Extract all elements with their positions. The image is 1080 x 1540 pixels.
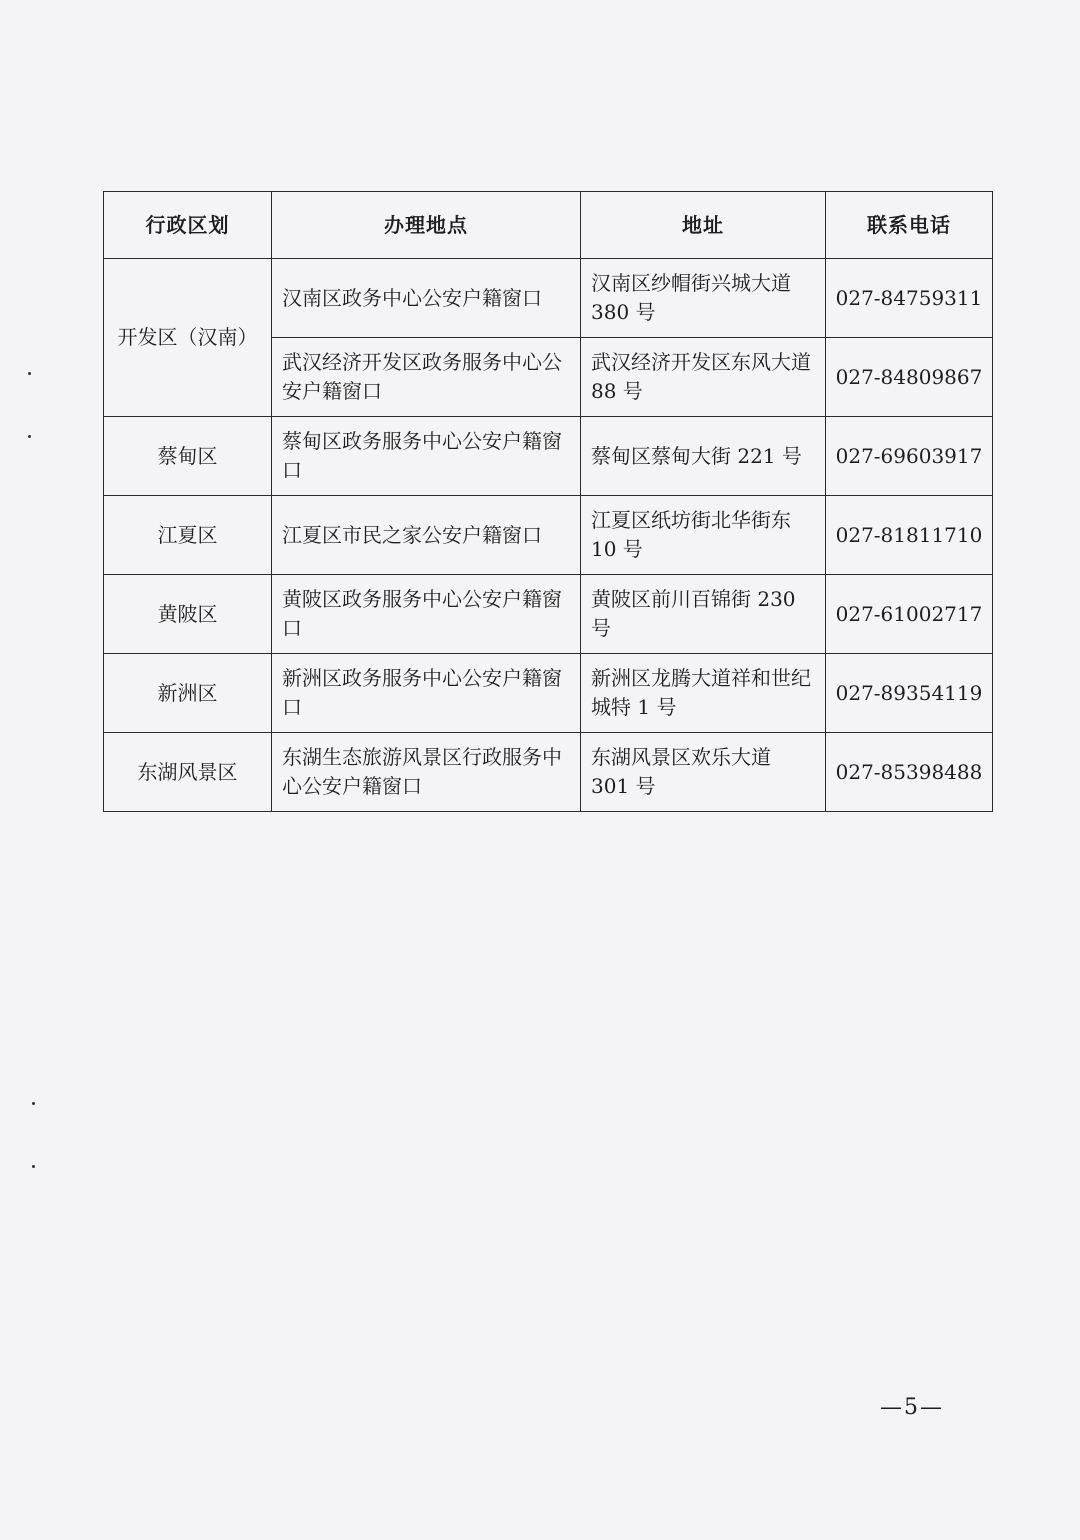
district-cell: 江夏区 — [104, 496, 272, 575]
location-cell: 新洲区政务服务中心公安户籍窗口 — [272, 654, 581, 733]
location-cell: 汉南区政务中心公安户籍窗口 — [272, 259, 581, 338]
address-cell: 汉南区纱帽街兴城大道 380 号 — [581, 259, 826, 338]
header-location: 办理地点 — [272, 192, 581, 259]
scan-speck — [32, 1102, 35, 1105]
address-cell: 新洲区龙腾大道祥和世纪城特 1 号 — [581, 654, 826, 733]
address-cell: 江夏区纸坊街北华街东 10 号 — [581, 496, 826, 575]
table-row — [104, 496, 993, 575]
table-body — [104, 259, 993, 812]
district-cell: 东湖风景区 — [104, 733, 272, 812]
address-cell: 东湖风景区欢乐大道 301 号 — [581, 733, 826, 812]
header-address: 地址 — [581, 192, 826, 259]
phone-cell: 027-84759311 — [826, 259, 993, 338]
table-header-row — [104, 192, 993, 259]
scan-speck — [28, 372, 31, 375]
scan-speck — [28, 435, 31, 438]
phone-cell: 027-84809867 — [826, 338, 993, 417]
header-district: 行政区划 — [104, 192, 272, 259]
district-cell: 黄陂区 — [104, 575, 272, 654]
location-cell: 武汉经济开发区政务服务中心公安户籍窗口 — [272, 338, 581, 417]
header-phone: 联系电话 — [826, 192, 993, 259]
table-row — [104, 575, 993, 654]
table-row — [104, 654, 993, 733]
district-cell: 新洲区 — [104, 654, 272, 733]
location-cell: 黄陂区政务服务中心公安户籍窗口 — [272, 575, 581, 654]
address-cell: 蔡甸区蔡甸大街 221 号 — [581, 417, 826, 496]
location-cell: 江夏区市民之家公安户籍窗口 — [272, 496, 581, 575]
table-row — [104, 259, 993, 338]
scan-speck — [32, 1165, 35, 1168]
location-cell: 蔡甸区政务服务中心公安户籍窗口 — [272, 417, 581, 496]
district-cell: 蔡甸区 — [104, 417, 272, 496]
phone-cell: 027-61002717 — [826, 575, 993, 654]
page-number: —5— — [880, 1395, 944, 1420]
address-cell: 黄陂区前川百锦街 230 号 — [581, 575, 826, 654]
address-cell: 武汉经济开发区东风大道 88 号 — [581, 338, 826, 417]
phone-cell: 027-89354119 — [826, 654, 993, 733]
location-cell: 东湖生态旅游风景区行政服务中心公安户籍窗口 — [272, 733, 581, 812]
table-row — [104, 733, 993, 812]
phone-cell: 027-81811710 — [826, 496, 993, 575]
registration-offices-table — [103, 191, 993, 812]
phone-cell: 027-69603917 — [826, 417, 993, 496]
district-cell: 开发区（汉南） — [104, 259, 272, 417]
table-row — [104, 417, 993, 496]
phone-cell: 027-85398488 — [826, 733, 993, 812]
